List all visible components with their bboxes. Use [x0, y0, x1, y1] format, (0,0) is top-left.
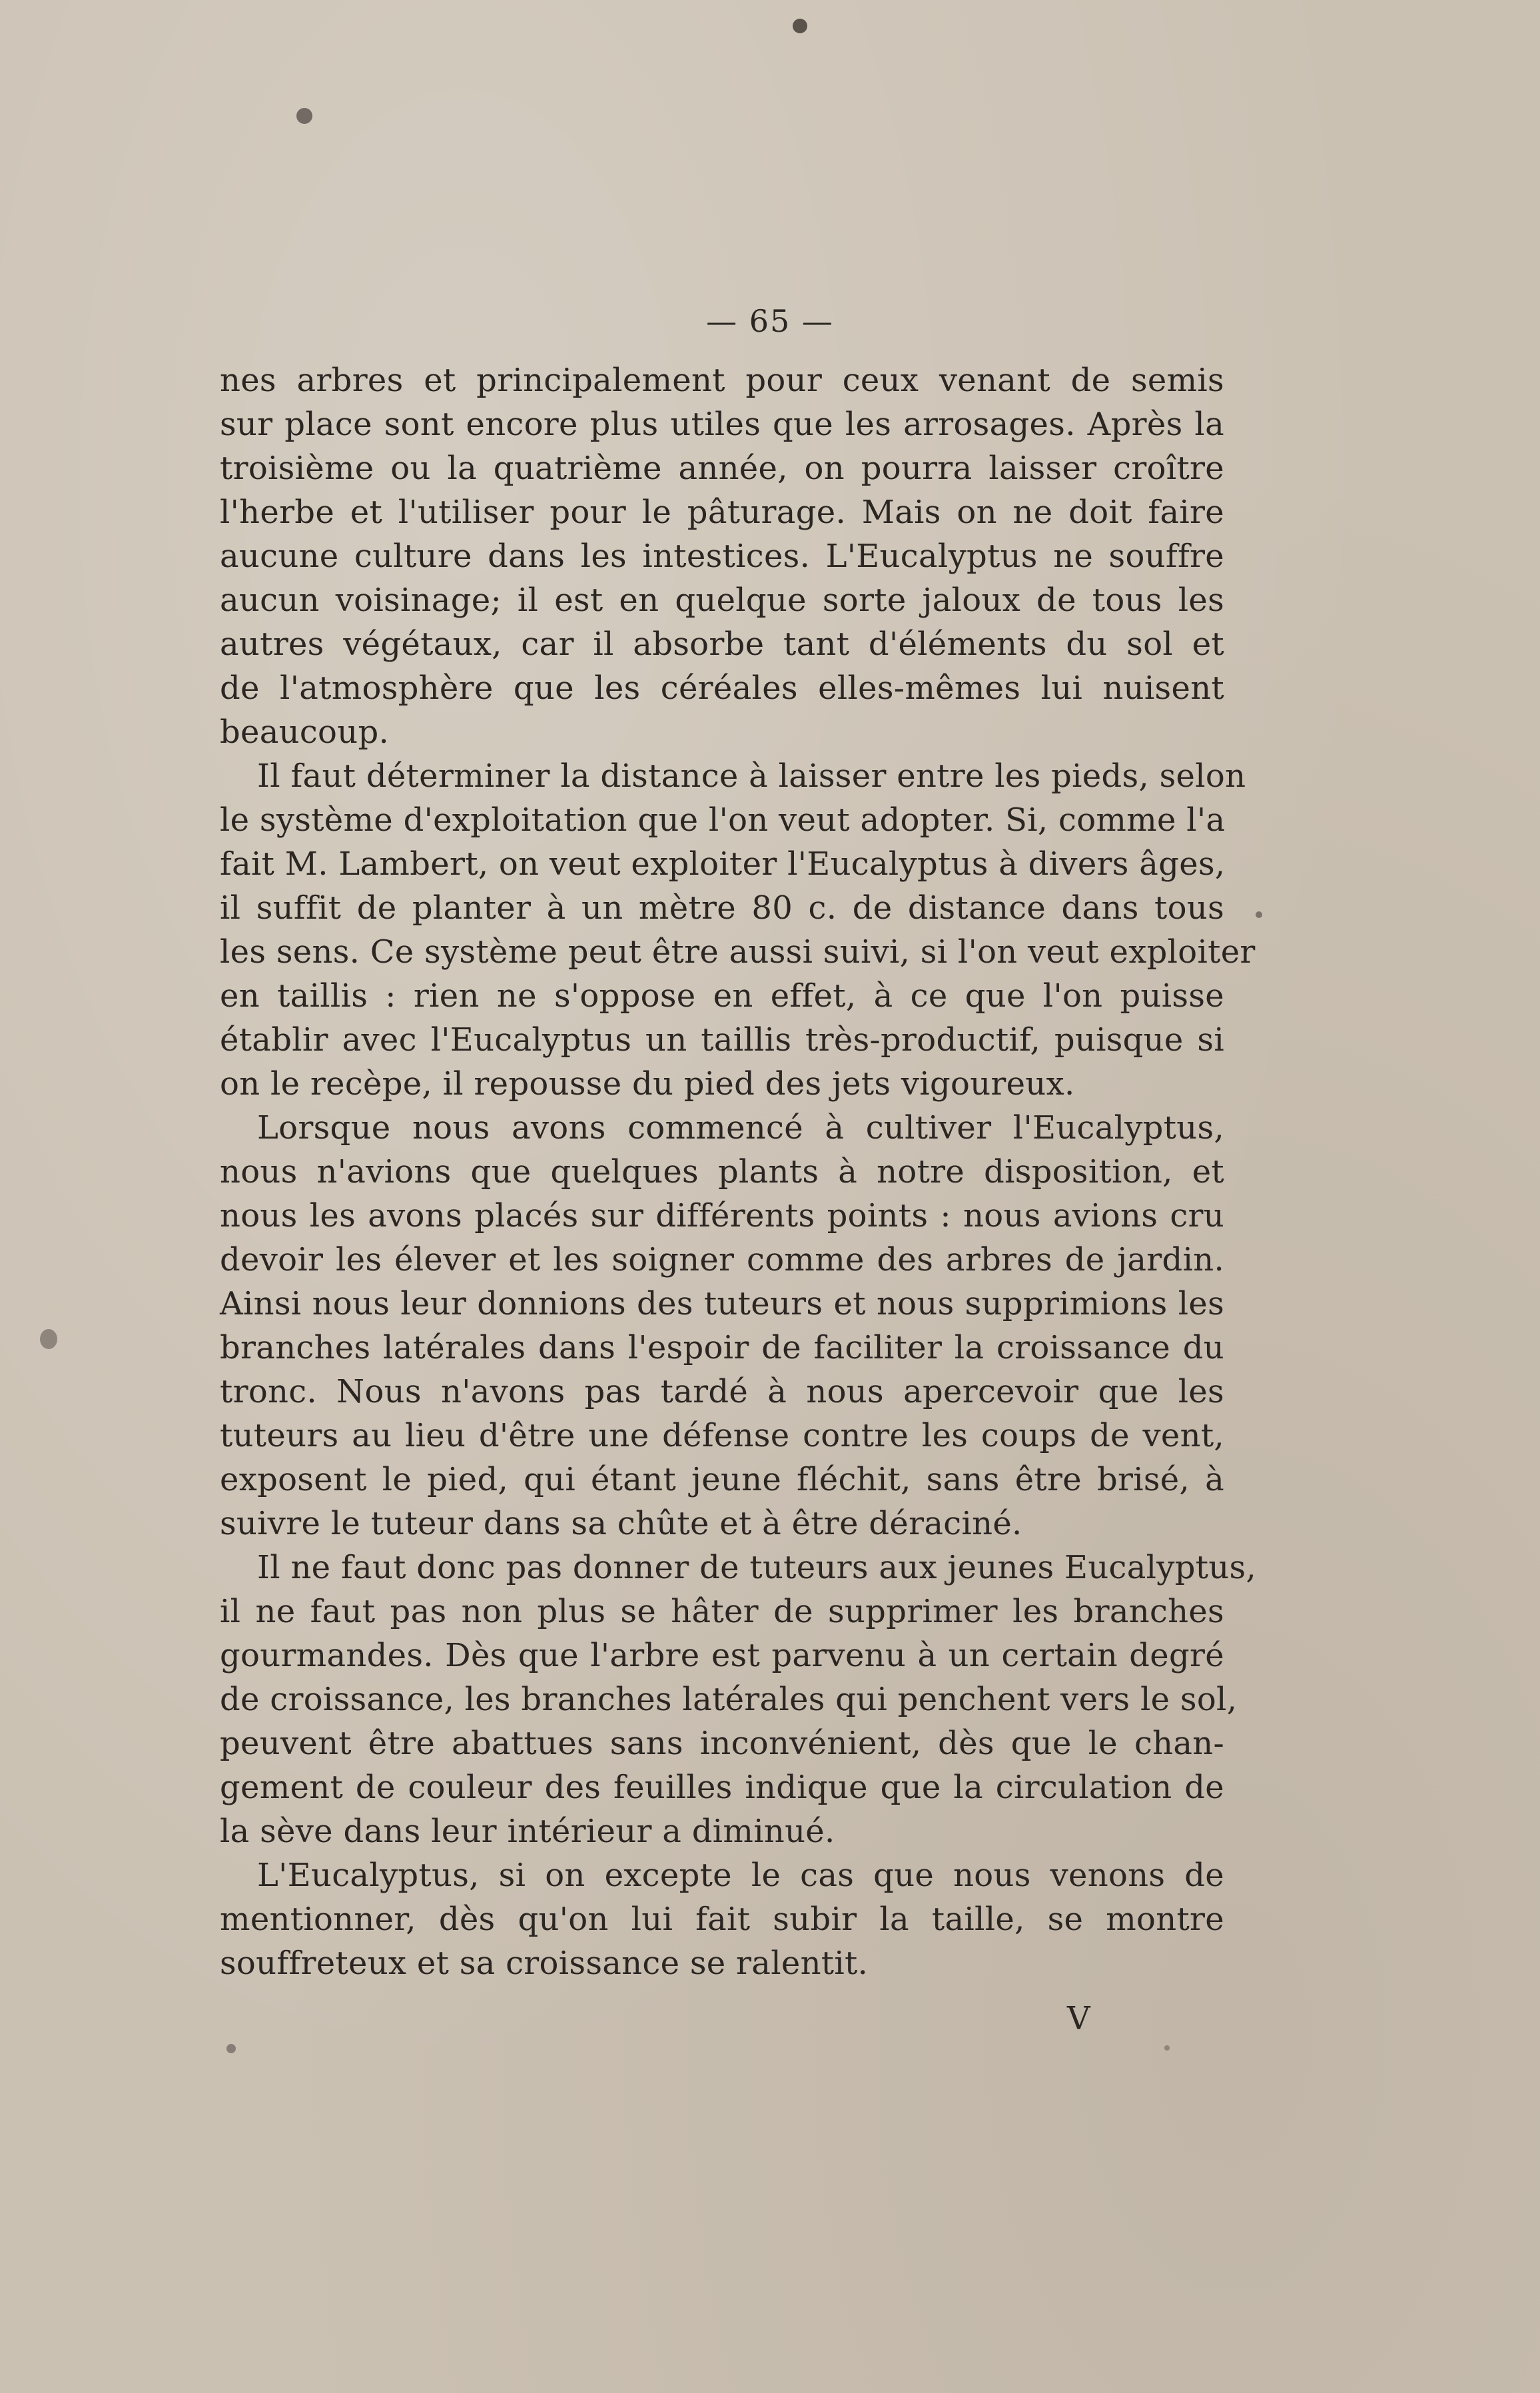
text-line: fait M. Lambert, on veut exploiter l'Eucalyptus à divers âges,: [220, 845, 1226, 883]
ink-speck: [1164, 2045, 1170, 2051]
text-line: nous les avons placés sur différents points : nous avions cru: [220, 1197, 1224, 1234]
text-line: peuvent être abattues sans inconvénient, dès que le chan-: [220, 1725, 1224, 1762]
text-line: Il ne faut donc pas donner de tuteurs aux jeunes Eucalyptus,: [257, 1549, 1257, 1586]
text-line: troisième ou la quatrième année, on pourra laisser croître: [220, 450, 1224, 487]
text-line: le système d'exploitation que l'on veut adopter. Si, comme l'a: [220, 801, 1226, 839]
text-line: exposent le pied, qui étant jeune fléchit, sans être brisé, à: [220, 1461, 1224, 1498]
ink-speck: [40, 1329, 57, 1349]
page-number: — 65 —: [706, 303, 834, 339]
text-line: la sève dans leur intérieur a diminué.: [220, 1813, 835, 1850]
ink-speck: [296, 108, 312, 124]
text-line: aucun voisinage; il est en quelque sorte jaloux de tous les: [220, 582, 1224, 619]
text-line: suivre le tuteur dans sa chûte et à être déraciné.: [220, 1505, 1022, 1542]
text-line: de croissance, les branches latérales qui penchent vers le sol,: [220, 1681, 1238, 1718]
text-line: sur place sont encore plus utiles que les arrosages. Après la: [220, 406, 1224, 443]
text-line: mentionner, dès qu'on lui fait subir la taille, se montre: [220, 1901, 1224, 1938]
signature-mark: V: [1067, 2000, 1090, 2037]
ink-speck: [226, 2044, 236, 2053]
ink-speck: [1256, 911, 1262, 918]
text-line: L'Eucalyptus, si on excepte le cas que nous venons de: [257, 1857, 1224, 1894]
text-line: gourmandes. Dès que l'arbre est parvenu à un certain degré: [220, 1637, 1224, 1674]
text-line: Il faut déterminer la distance à laisser entre les pieds, selon: [257, 757, 1246, 795]
text-line: on le recèpe, il repousse du pied des jets vigoureux.: [220, 1065, 1075, 1103]
text-line: nous n'avions que quelques plants à notre disposition, et: [220, 1153, 1224, 1191]
text-line: aucune culture dans les intestices. L'Eucalyptus ne souffre: [220, 538, 1224, 575]
text-line: tronc. Nous n'avons pas tardé à nous apercevoir que les: [220, 1373, 1224, 1410]
text-line: de l'atmosphère que les céréales elles-mêmes lui nuisent: [220, 670, 1224, 707]
body-text: [220, 358, 1257, 1985]
text-line: l'herbe et l'utiliser pour le pâturage. Mais on ne doit faire: [220, 494, 1224, 531]
text-line: il ne faut pas non plus se hâter de supprimer les branches: [220, 1593, 1224, 1630]
text-line: établir avec l'Eucalyptus un taillis très-productif, puisque si: [220, 1021, 1224, 1059]
text-line: il suffit de planter à un mètre 80 c. de distance dans tous: [220, 889, 1224, 927]
ink-speck: [793, 19, 807, 33]
text-line: beaucoup.: [220, 714, 390, 751]
text-line: Lorsque nous avons commencé à cultiver l'Eucalyptus,: [257, 1109, 1224, 1147]
text-line: nes arbres et principalement pour ceux venant de semis: [220, 362, 1224, 399]
text-line: souffreteux et sa croissance se ralentit.: [220, 1945, 869, 1982]
text-line: tuteurs au lieu d'être une défense contre les coups de vent,: [220, 1417, 1224, 1454]
text-line: autres végétaux, car il absorbe tant d'éléments du sol et: [220, 626, 1224, 663]
text-line: les sens. Ce système peut être aussi suivi, si l'on veut exploiter: [220, 933, 1256, 971]
text-line: devoir les élever et les soigner comme des arbres de jardin.: [220, 1241, 1224, 1278]
text-line: gement de couleur des feuilles indique que la circulation de: [220, 1769, 1224, 1806]
text-line: en taillis : rien ne s'oppose en effet, à ce que l'on puisse: [220, 977, 1224, 1015]
text-line: branches latérales dans l'espoir de faciliter la croissance du: [220, 1329, 1224, 1366]
text-line: Ainsi nous leur donnions des tuteurs et nous supprimions les: [220, 1285, 1224, 1322]
